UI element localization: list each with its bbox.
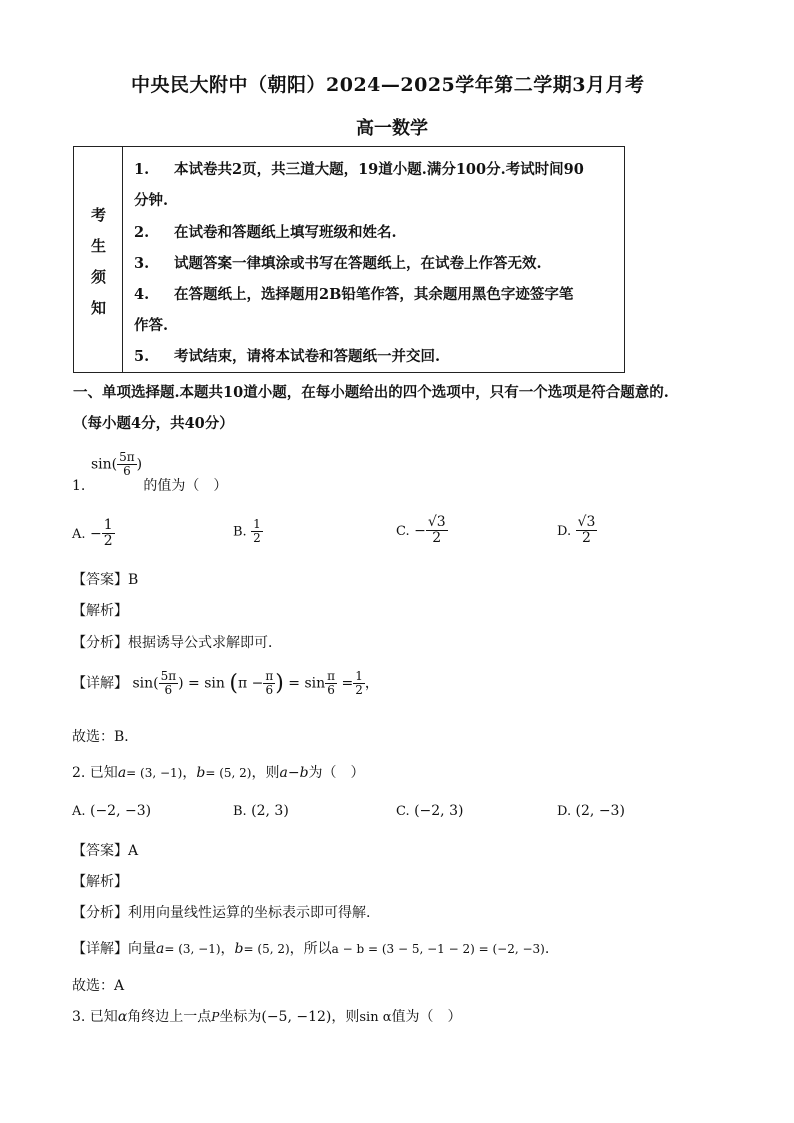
notice-box: [73, 146, 625, 373]
section-heading-points: （每小题4分，共40分）: [73, 415, 234, 432]
q2-answer: 【答案】A: [72, 843, 139, 859]
q2-option-c: C. (−2, 3): [396, 803, 464, 819]
q1-option-a: A. − $\frac{1}{2}$: [72, 517, 113, 550]
q1-option-b: B. $\frac{1}{2}$: [233, 517, 261, 546]
q1-jiexi: 【解析】: [72, 603, 128, 619]
notice-line: 4. 在答题纸上，选择题用2B铅笔作答，其余题用黑色字迹签字笔: [134, 286, 574, 303]
section-heading: 一、单项选择题.本题共10道小题，在每小题给出的四个选项中，只有一个选项是符合题意的.: [73, 384, 669, 401]
notice-line: 3. 试题答案一律填涂或书写在答题纸上，在试卷上作答无效.: [134, 255, 542, 272]
notice-char: 须: [90, 268, 106, 286]
q2-choose: 故选：A: [72, 978, 125, 994]
notice-line: 2. 在试卷和答题纸上填写班级和姓名.: [134, 224, 397, 241]
notice-char: 知: [90, 299, 106, 317]
q2-option-d: D. (2, −3): [557, 803, 625, 819]
q2-jiexi: 【解析】: [72, 874, 128, 890]
q2-stem: 2. 已知a= (3, −1)，b= (5, 2)，则a−b为（ ）: [72, 765, 365, 781]
notice-side: [74, 147, 123, 372]
q1-stem: 1. 的值为（ ）: [72, 478, 228, 494]
notice-line: 1. 本试卷共2页，共三道大题，19道小题.满分100分.考试时间90: [134, 161, 584, 178]
notice-line: 作答.: [134, 317, 169, 334]
notice-char: 考: [90, 206, 106, 224]
q1-detail: 【详解】 sin( $\frac{5\pi}{6}$ ) = sin (π − $\frac{\pi}{6}$ ) = sin $\frac{\pi}{6}$ = $\frac{1}{2}$ ，: [72, 669, 379, 698]
notice-line: 5. 考试结束，请将本试卷和答题纸一并交回.: [134, 348, 441, 365]
notice-line: 分钟.: [134, 192, 169, 209]
notice-char: 生: [90, 237, 106, 255]
q2-detail: 【详解】向量a= (3, −1)，b= (5, 2)，所以a − b = (3 − 5, −1 − 2) = (−2, −3).: [72, 941, 550, 957]
q3-stem: 3. 已知α角终边上一点P坐标为(−5, −12)，则sin α值为（ ）: [72, 1009, 462, 1025]
q2-analysis: 【分析】利用向量线性运算的坐标表示即可得解.: [72, 905, 371, 921]
q1-expression: sin( $\frac{5\pi}{6}$ ): [91, 450, 143, 479]
q1-choose: 故选：B．: [72, 729, 139, 745]
q2-option-a: A. (−2, −3): [72, 803, 152, 819]
q2-option-b: B. (2, 3): [233, 803, 289, 819]
q1-analysis: 【分析】根据诱导公式求解即可．: [72, 635, 282, 651]
q1-option-d: D. $\frac{√3}{2}$: [557, 514, 596, 547]
exam-title: 中央民大附中（朝阳）2024—2025学年第二学期3月月考: [131, 74, 645, 96]
exam-subject: 高一数学: [356, 118, 428, 139]
q1-option-c: C. − $\frac{√3}{2}$: [396, 514, 446, 547]
q1-answer: 【答案】B: [72, 572, 139, 588]
